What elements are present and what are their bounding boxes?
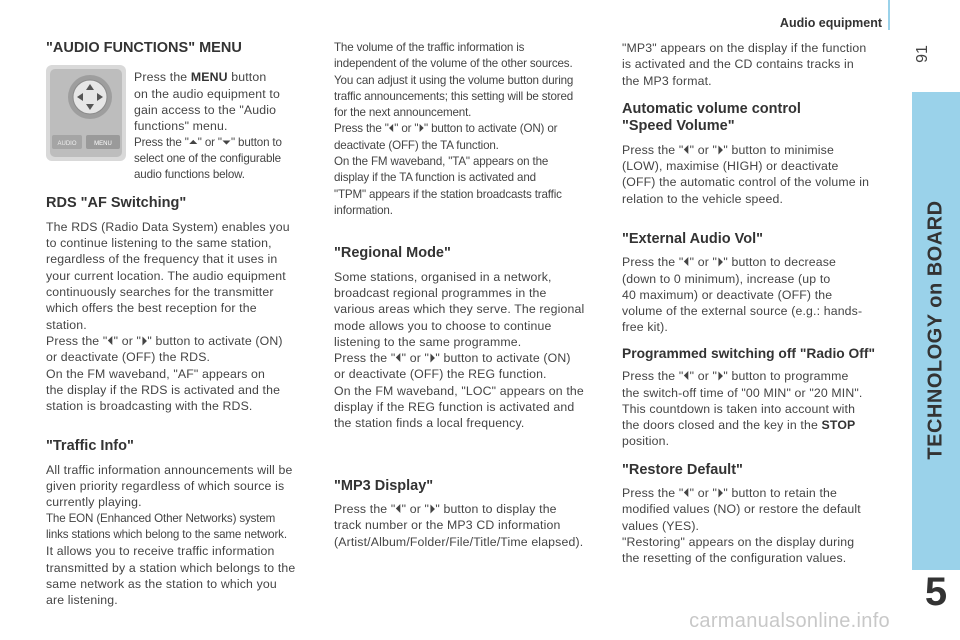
stop-keyword: STOP [821, 418, 856, 433]
radio-off-heading: Programmed switching off "Radio Off" [622, 345, 876, 361]
chapter-title: TECHNOLOGY on BOARD [924, 200, 947, 460]
column-left [46, 40, 316, 608]
menu-keyword: MENU [190, 70, 228, 85]
audio-label: AUDIO [57, 141, 77, 148]
audio-functions-heading: "AUDIO FUNCTIONS" MENU [46, 40, 242, 56]
mp3-display-continued: "MP3" appears on the display if the function is activated and the CD contains tracks in the MP3 format. [622, 41, 867, 88]
column-middle [334, 40, 606, 550]
restore-default-heading: "Restore Default" [622, 461, 743, 478]
running-header: Audio equipment [779, 16, 882, 30]
rds-heading: RDS "AF Switching" [46, 195, 187, 212]
menu-label: MENU [94, 141, 112, 148]
traffic-info-paragraph: All traffic information announcements will be given priority regardless of which source is currently playing. The EON (Enhanced Other Networks) system links stations which belong to the same network. It allows you to receive traffic information transmitted by a station which belongs to the same network as the station to which you are listening. [46, 462, 296, 608]
radio-off-paragraph: Press the "⏴" or "⏵" button to programme the switch-off time of "00 MIN" or "20 MIN". This countdown is taken into account with the doors closed and the key in the STOP position. [622, 369, 863, 449]
traffic-info-heading: "Traffic Info" [46, 438, 134, 455]
regional-mode-paragraph: Some stations, organised in a network, broadcast regional programmes in the various areas which they serve. The regional mode allows you to choose to continue listening to the same programme. Press the "⏴" or "⏵" button to activate (ON) or deactivate (OFF) the REG function. On the FM waveband, "LOC" appears on the display if the REG function is activated and the station finds a local frequency. [334, 269, 585, 431]
page-number: 91 [914, 45, 931, 63]
mp3-display-paragraph: Press the "⏴" or "⏵" button to display the track number or the MP3 CD information (Artist/Album/Folder/File/Title/Time elapsed). [334, 502, 584, 549]
external-audio-paragraph: Press the "⏴" or "⏵" button to decrease (down to 0 minimum), increase (up to 40 maximum) or deactivate (OFF) the volume of the external source (e.g.: hands- free kit). [622, 255, 863, 335]
watermark: carmanualsonline.info [689, 610, 890, 632]
mp3-display-heading: "MP3 Display" [334, 477, 434, 494]
column-right [622, 40, 892, 567]
external-audio-heading: "External Audio Vol" [622, 230, 764, 247]
radio-control-panel-icon [46, 65, 126, 161]
auto-volume-heading: Automatic volume control "Speed Volume" [622, 100, 801, 135]
audio-functions-intro [46, 65, 316, 183]
traffic-info-continued: The volume of the traffic information is independent of the volume of the other sources. You can adjust it using the volume button during traffic announcements; this setting will be stored for the next announcement. Press the "⏴" or "⏵" button to activate (ON) or deactivate (OFF) the TA function. On the FM waveband, "TA" appears on the display if the TA function is activated and "TPM" appears if the station broadcasts traffic information. [334, 41, 574, 217]
regional-mode-heading: "Regional Mode" [334, 245, 451, 262]
chapter-number: 5 [924, 570, 948, 614]
audio-functions-text: Press the MENU button on the audio equipment to gain access to the "Audio functions" menu. Press the "⏶" or "⏷" button to select one of the configurable audio functions below. [134, 70, 282, 182]
restore-default-paragraph: Press the "⏴" or "⏵" button to retain the modified values (NO) or restore the default values (YES). "Restoring" appears on the display during the resetting of the configuration values. [622, 486, 861, 566]
rds-paragraph: The RDS (Radio Data System) enables you to continue listening to the same station, regardless of the frequency that it uses in your current location. The audio equipment continuously searches for the transmitter which offers the best reception for the station. Press the "⏴" or "⏵" button to activate (ON) or deactivate (OFF) the RDS. On the FM waveband, "AF" appears on the display if the RDS is activated and the station is broadcasting with the RDS. [46, 219, 290, 414]
header-rule [888, 0, 890, 30]
auto-volume-paragraph: Press the "⏴" or "⏵" button to minimise (LOW), maximise (HIGH) or deactivate (OFF) the automatic control of the volume in relation to the vehicle speed. [622, 142, 870, 206]
